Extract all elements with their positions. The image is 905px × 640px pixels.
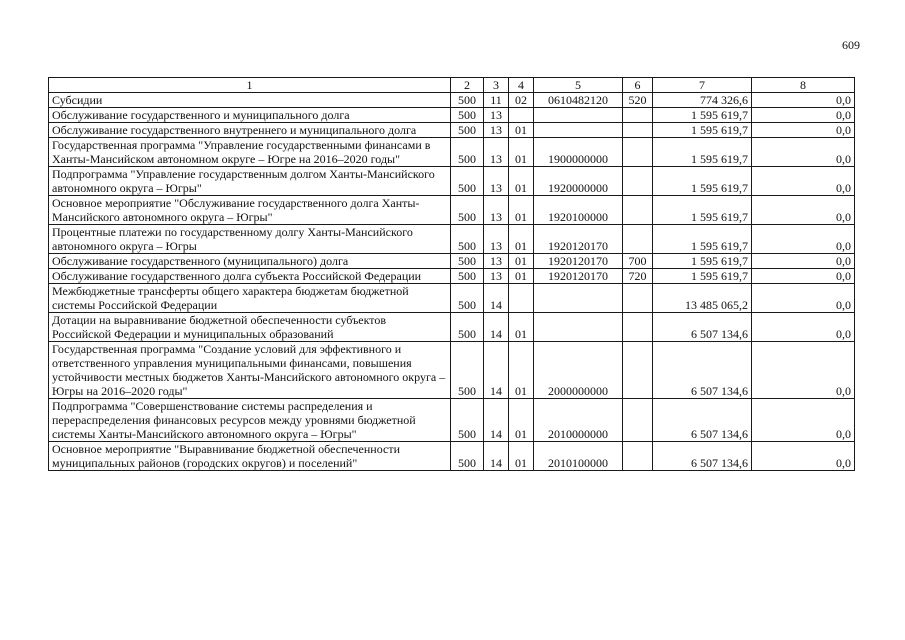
row-name-cell: Субсидии	[49, 93, 451, 108]
administrator-code-cell: 500	[451, 269, 484, 284]
amount-cell: 6 507 134,6	[653, 313, 752, 342]
amount-secondary-cell: 0,0	[752, 196, 855, 225]
amount-secondary-cell: 0,0	[752, 225, 855, 254]
administrator-code-cell: 500	[451, 196, 484, 225]
target-item-code-cell: 1920120170	[534, 225, 623, 254]
table-row	[49, 284, 855, 313]
amount-secondary-cell: 0,0	[752, 123, 855, 138]
expense-type-code-cell	[623, 167, 653, 196]
header-cell: 1	[49, 78, 451, 93]
table-row	[49, 269, 855, 284]
amount-cell: 1 595 619,7	[653, 108, 752, 123]
table-row	[49, 196, 855, 225]
row-name-cell: Основное мероприятие "Обслуживание государственного долга Ханты-Мансийского автономного округа – Югры"	[49, 196, 451, 225]
table-row	[49, 342, 855, 399]
section-code-cell: 13	[484, 254, 509, 269]
administrator-code-cell: 500	[451, 254, 484, 269]
subsection-code-cell: 01	[509, 196, 534, 225]
budget-table	[48, 77, 855, 471]
amount-secondary-cell: 0,0	[752, 254, 855, 269]
administrator-code-cell: 500	[451, 284, 484, 313]
target-item-code-cell: 1900000000	[534, 138, 623, 167]
target-item-code-cell: 2000000000	[534, 342, 623, 399]
header-cell: 6	[623, 78, 653, 93]
section-code-cell: 14	[484, 284, 509, 313]
administrator-code-cell: 500	[451, 399, 484, 442]
amount-cell: 1 595 619,7	[653, 225, 752, 254]
subsection-code-cell: 01	[509, 167, 534, 196]
table-row	[49, 399, 855, 442]
subsection-code-cell: 01	[509, 313, 534, 342]
expense-type-code-cell	[623, 108, 653, 123]
expense-type-code-cell	[623, 342, 653, 399]
administrator-code-cell: 500	[451, 93, 484, 108]
expense-type-code-cell	[623, 225, 653, 254]
expense-type-code-cell	[623, 399, 653, 442]
section-code-cell: 11	[484, 93, 509, 108]
header-cell: 3	[484, 78, 509, 93]
row-name-cell: Обслуживание государственного долга субъекта Российской Федерации	[49, 269, 451, 284]
table-row	[49, 442, 855, 471]
row-name-cell: Подпрограмма "Совершенствование системы распределения и перераспределения финансовых ресурсов между уровнями бюджетной системы Ханты-Мансийского автономного округа – Югры"	[49, 399, 451, 442]
section-code-cell: 14	[484, 342, 509, 399]
section-code-cell: 13	[484, 269, 509, 284]
amount-cell: 774 326,6	[653, 93, 752, 108]
row-name-cell: Процентные платежи по государственному долгу Ханты-Мансийского автономного округа – Югры	[49, 225, 451, 254]
expense-type-code-cell	[623, 284, 653, 313]
section-code-cell: 13	[484, 167, 509, 196]
expense-type-code-cell	[623, 196, 653, 225]
administrator-code-cell: 500	[451, 123, 484, 138]
amount-cell: 1 595 619,7	[653, 167, 752, 196]
target-item-code-cell: 0610482120	[534, 93, 623, 108]
row-name-cell: Основное мероприятие "Выравнивание бюджетной обеспеченности муниципальных районов (городских округов) и поселений"	[49, 442, 451, 471]
section-code-cell: 13	[484, 196, 509, 225]
subsection-code-cell: 01	[509, 254, 534, 269]
header-row	[49, 78, 855, 93]
row-name-cell: Обслуживание государственного (муниципального) долга	[49, 254, 451, 269]
table-row	[49, 138, 855, 167]
administrator-code-cell: 500	[451, 225, 484, 254]
header-cell: 4	[509, 78, 534, 93]
table-body	[49, 93, 855, 471]
amount-secondary-cell: 0,0	[752, 269, 855, 284]
amount-cell: 13 485 065,2	[653, 284, 752, 313]
administrator-code-cell: 500	[451, 442, 484, 471]
administrator-code-cell: 500	[451, 313, 484, 342]
amount-secondary-cell: 0,0	[752, 108, 855, 123]
amount-cell: 6 507 134,6	[653, 442, 752, 471]
table-row	[49, 313, 855, 342]
subsection-code-cell: 02	[509, 93, 534, 108]
section-code-cell: 13	[484, 225, 509, 254]
header-cell: 7	[653, 78, 752, 93]
administrator-code-cell: 500	[451, 167, 484, 196]
expense-type-code-cell: 720	[623, 269, 653, 284]
target-item-code-cell	[534, 313, 623, 342]
table-row	[49, 108, 855, 123]
row-name-cell: Государственная программа "Создание условий для эффективного и ответственного управления муниципальными финансами, повышения устойчивости местных бюджетов Ханты-Мансийского автономного округа – Югры на 2016–2020 годы"	[49, 342, 451, 399]
expense-type-code-cell	[623, 313, 653, 342]
administrator-code-cell: 500	[451, 342, 484, 399]
amount-cell: 1 595 619,7	[653, 123, 752, 138]
subsection-code-cell	[509, 284, 534, 313]
amount-secondary-cell: 0,0	[752, 284, 855, 313]
amount-cell: 1 595 619,7	[653, 138, 752, 167]
target-item-code-cell	[534, 108, 623, 123]
table-row	[49, 123, 855, 138]
subsection-code-cell: 01	[509, 442, 534, 471]
header-cell: 8	[752, 78, 855, 93]
row-name-cell: Обслуживание государственного и муниципального долга	[49, 108, 451, 123]
subsection-code-cell: 01	[509, 342, 534, 399]
row-name-cell: Дотации на выравнивание бюджетной обеспеченности субъектов Российской Федерации и муниципальных образований	[49, 313, 451, 342]
amount-secondary-cell: 0,0	[752, 342, 855, 399]
table-row	[49, 167, 855, 196]
amount-cell: 1 595 619,7	[653, 269, 752, 284]
row-name-cell: Межбюджетные трансферты общего характера бюджетам бюджетной системы Российской Федерации	[49, 284, 451, 313]
section-code-cell: 14	[484, 313, 509, 342]
amount-secondary-cell: 0,0	[752, 93, 855, 108]
expense-type-code-cell	[623, 442, 653, 471]
target-item-code-cell: 2010000000	[534, 399, 623, 442]
administrator-code-cell: 500	[451, 108, 484, 123]
amount-secondary-cell: 0,0	[752, 313, 855, 342]
amount-secondary-cell: 0,0	[752, 399, 855, 442]
subsection-code-cell: 01	[509, 269, 534, 284]
subsection-code-cell: 01	[509, 399, 534, 442]
subsection-code-cell	[509, 108, 534, 123]
amount-cell: 1 595 619,7	[653, 254, 752, 269]
subsection-code-cell: 01	[509, 123, 534, 138]
row-name-cell: Обслуживание государственного внутреннего и муниципального долга	[49, 123, 451, 138]
amount-secondary-cell: 0,0	[752, 167, 855, 196]
amount-cell: 6 507 134,6	[653, 399, 752, 442]
target-item-code-cell	[534, 284, 623, 313]
expense-type-code-cell	[623, 138, 653, 167]
expense-type-code-cell: 520	[623, 93, 653, 108]
subsection-code-cell: 01	[509, 225, 534, 254]
amount-secondary-cell: 0,0	[752, 138, 855, 167]
section-code-cell: 13	[484, 123, 509, 138]
amount-cell: 6 507 134,6	[653, 342, 752, 399]
table-row	[49, 225, 855, 254]
table-row	[49, 254, 855, 269]
amount-cell: 1 595 619,7	[653, 196, 752, 225]
table-row	[49, 93, 855, 108]
section-code-cell: 14	[484, 399, 509, 442]
section-code-cell: 13	[484, 138, 509, 167]
row-name-cell: Государственная программа "Управление государственными финансами в Ханты-Мансийском автономном округе – Югре на 2016–2020 годы"	[49, 138, 451, 167]
section-code-cell: 14	[484, 442, 509, 471]
row-name-cell: Подпрограмма "Управление государственным долгом Ханты-Мансийского автономного округа – Югры"	[49, 167, 451, 196]
page-number: 609	[842, 38, 860, 52]
header-cell: 2	[451, 78, 484, 93]
administrator-code-cell: 500	[451, 138, 484, 167]
target-item-code-cell: 1920000000	[534, 167, 623, 196]
target-item-code-cell: 1920120170	[534, 254, 623, 269]
section-code-cell: 13	[484, 108, 509, 123]
header-cell: 5	[534, 78, 623, 93]
expense-type-code-cell: 700	[623, 254, 653, 269]
amount-secondary-cell: 0,0	[752, 442, 855, 471]
target-item-code-cell: 1920120170	[534, 269, 623, 284]
target-item-code-cell: 1920100000	[534, 196, 623, 225]
target-item-code-cell: 2010100000	[534, 442, 623, 471]
expense-type-code-cell	[623, 123, 653, 138]
target-item-code-cell	[534, 123, 623, 138]
subsection-code-cell: 01	[509, 138, 534, 167]
